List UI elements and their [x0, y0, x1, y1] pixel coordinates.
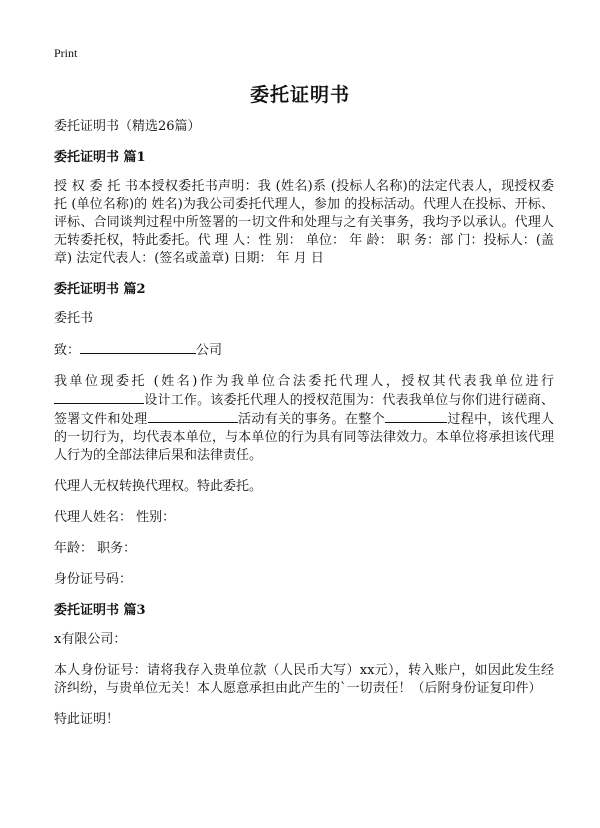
section-3-heading: 委托证明书 篇3: [54, 603, 146, 618]
section-2-no-transfer: 代理人无权转换代理权。特此委托。: [54, 479, 263, 494]
agent-name-gender-field: 代理人姓名： 性别：: [54, 510, 176, 525]
section-1-heading: 委托证明书 篇1: [54, 150, 146, 165]
agent-id-field: 身份证号码：: [54, 572, 133, 587]
section-3-body: 本人身份证号：请将我存入贵单位款（人民币大写）xx元），转入账户，如因此发生经济纠纷，与贵单位无关！本人愿意承担由此产生的`一切责任！（后附身份证复印件）: [54, 663, 554, 696]
authorization-text-3: 活动有关的事务。在整个: [237, 412, 386, 427]
authorization-text-1: 我单位现委托 (姓名)作为我单位合法委托代理人，授权其代表我单位进行: [54, 374, 554, 389]
addressee-prefix: 致：: [54, 343, 81, 358]
page-title: 委托证明书: [249, 84, 350, 106]
document-body: [54, 118, 554, 742]
section-1-body: 授 权 委 托 书本授权委托书声明：我 (姓名)系 (投标人名称)的法定代表人，现授权委托 (单位名称)的 姓名)为我公司委托代理人，参加 的投标活动。代理人在投标、开标、评标、合同谈判过程中所签署的一切文件和处理与之有关事务，我均予以承认。代理人无转委托权，特此委托。代 理 人：性 别： 单位： 年 龄： 职 务：部 门：投标人：(盖章) 法定代表人：(签名或盖章) 日期： 年 月 日: [54, 179, 554, 266]
section-2-authorization-paragraph: [54, 373, 554, 465]
project-blank: [54, 391, 144, 404]
print-label: Print: [54, 46, 78, 60]
agent-age-title-field: 年龄： 职务：: [54, 541, 137, 556]
document-subtitle: 委托证明书（精选26篇）: [54, 119, 201, 134]
addressee-blank: [80, 341, 196, 354]
section-3-addressee: x有限公司：: [54, 632, 127, 647]
section-2-title-line: 委托书: [54, 311, 94, 326]
section-2-heading: 委托证明书 篇2: [54, 282, 146, 297]
section-2-addressee: [54, 341, 554, 360]
authorization-text-4: 过程中，该代理人的一切行为，均代表本单位，与本单位的行为具有同等法律效力。本单位将承担该代理人行为的全部法律后果和法律责任。: [54, 412, 554, 463]
process-blank: [385, 410, 447, 423]
authorization-text-2: 设计工作。该委托代理人的授权范围为：代表我单位与你们进行磋商、签署文件和处理: [54, 393, 554, 427]
activity-blank: [148, 410, 238, 423]
addressee-suffix: 公司: [196, 343, 223, 358]
section-3-closing: 特此证明！: [54, 712, 120, 727]
